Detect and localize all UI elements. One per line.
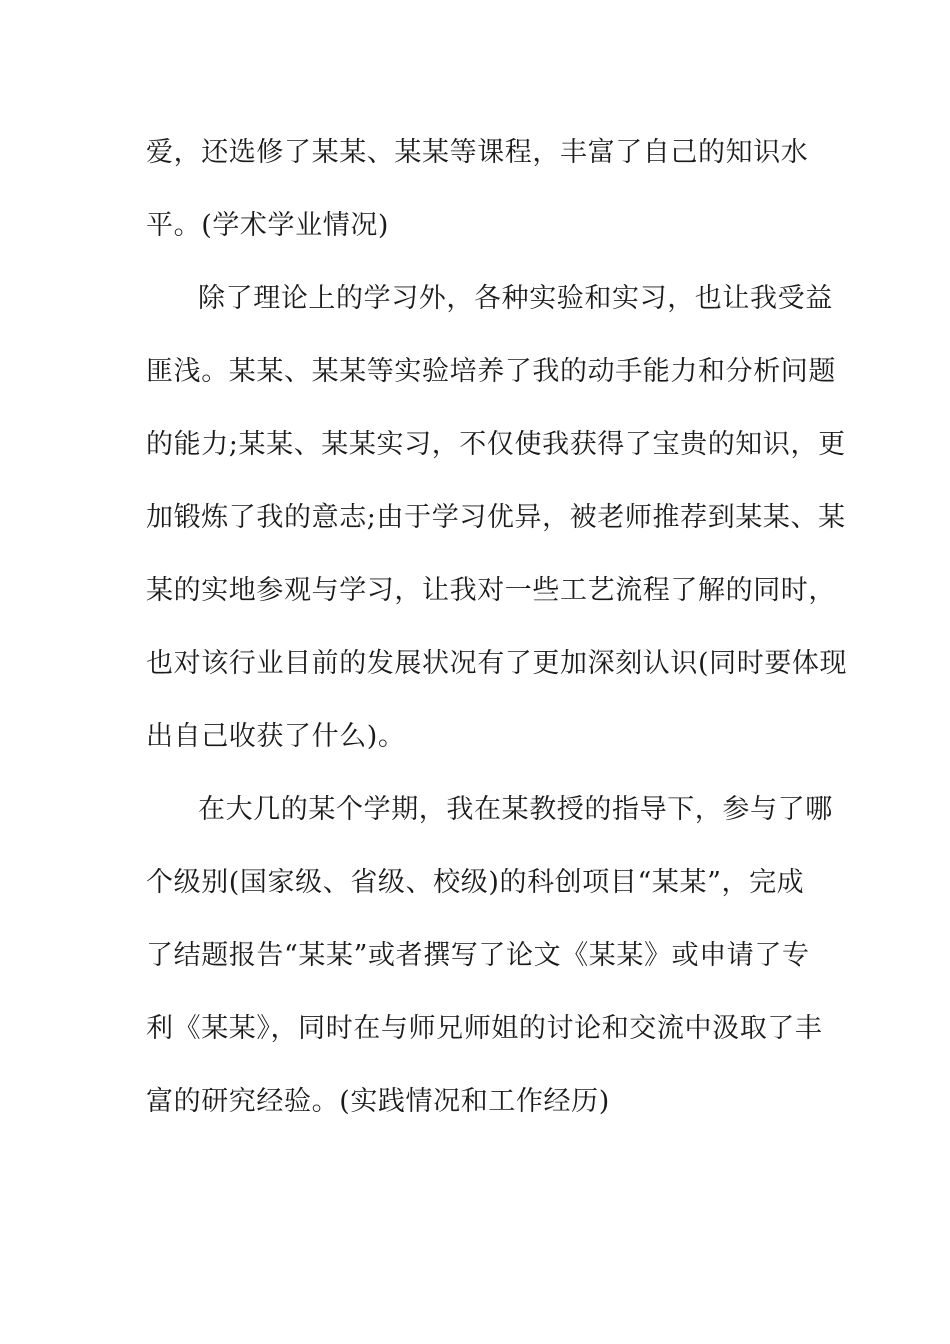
text-line: 的能力;某某、某某实习，不仅使我获得了宝贵的知识，更 bbox=[146, 429, 846, 460]
text-line: 某的实地参观与学习，让我对一些工艺流程了解的同时， bbox=[146, 575, 836, 606]
text-line: 利《某某》，同时在与师兄师姐的讨论和交流中汲取了丰 bbox=[146, 1013, 823, 1044]
text-line: 个级别(国家级、省级、校级)的科创项目“某某”，完成 bbox=[146, 867, 805, 898]
paragraph-start-line: 除了理论上的学习外，各种实验和实习，也让我受益 bbox=[198, 283, 833, 314]
text-line: 平。(学术学业情况) bbox=[146, 210, 390, 241]
text-line: 匪浅。某某、某某等实验培养了我的动手能力和分析问题 bbox=[146, 356, 836, 387]
text-line: 了结题报告“某某”或者撰写了论文《某某》或申请了专 bbox=[146, 940, 810, 971]
text-line: 富的研究经验。(实践情况和工作经历) bbox=[146, 1086, 610, 1117]
paragraph-start-line: 在大几的某个学期，我在某教授的指导下，参与了哪 bbox=[198, 794, 833, 825]
text-line: 加锻炼了我的意志;由于学习优异，被老师推荐到某某、某 bbox=[146, 502, 846, 533]
text-line: 爱，还选修了某某、某某等课程，丰富了自己的知识水 bbox=[146, 137, 809, 168]
text-line: 也对该行业目前的发展状况有了更加深刻认识(同时要体现 bbox=[146, 648, 848, 679]
text-line: 出自己收获了什么)。 bbox=[146, 721, 406, 752]
